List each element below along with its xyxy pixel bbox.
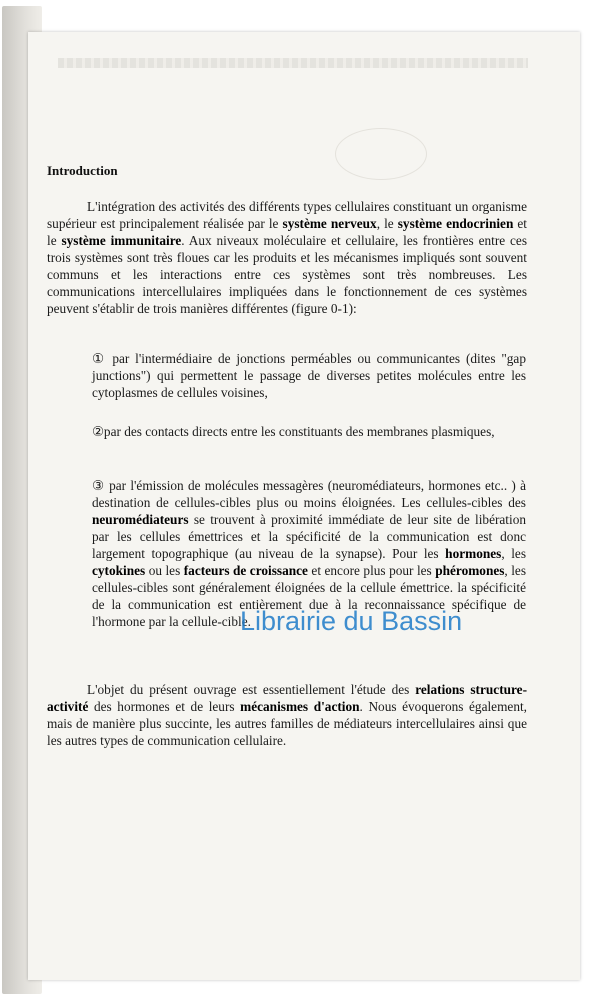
closing-paragraph — [47, 681, 527, 749]
text-run: L'objet du présent ouvrage est essentiellement l'étude des — [87, 682, 416, 697]
bold-term: neuromédiateurs — [92, 512, 189, 527]
text-run: et le — [47, 216, 527, 248]
text-run: ou les — [145, 563, 184, 578]
bold-term: hormones — [445, 546, 502, 561]
bold-term: relations structure-activité — [47, 682, 528, 714]
text-run: ③ par l'émission de molécules messagères (neuromédiateurs, hormones etc.. ) à destination de cellules-cibles plus ou moins éloignées. Les cellules-cibles des — [92, 478, 526, 510]
text-run: , le — [376, 216, 398, 231]
text-run: ① par l'intermédiaire de jonctions perméables ou communicantes (dites "gap junctions") qui permettent le passage de diverses petites molécules entre les cytoplasmes de cellules voisines, — [92, 351, 526, 400]
bleed-through-figure — [335, 128, 427, 180]
bold-term: système nerveux — [282, 216, 377, 231]
text-run: ②par des contacts directs entre les constituants des membranes plasmiques, — [92, 424, 495, 439]
text-run: , les cellules-cibles sont généralement éloignées de la cellule émettrice. la spécificité de la communication est entièrement due à la reconnaissance spécifique de l'hormone par la cellule-cible. — [92, 563, 527, 629]
text-run: L'intégration des activités des différents types cellulaires constituant un organisme supérieur est principalement réalisée par le — [47, 199, 527, 231]
text-run: . Nous évoquerons également, mais de manière plus succinte, les autres familles de médiateurs intercellulaires ainsi que les autres types de communication cellulaire. — [47, 699, 527, 748]
bold-term: système endocrinien — [397, 216, 514, 231]
list-item-2 — [92, 423, 526, 440]
text-run: . Aux niveaux moléculaire et cellulaire, les frontières entre ces trois systèmes sont très floues car les produits et les mécanismes impliqués sont souvent communs et les interactions entre ces systèmes sont très nombreuses. Les communications intercellulaires impliquées dans le fonctionnement de ces systèmes peuvent s'établir de trois manières différentes (figure 0-1): — [47, 233, 527, 316]
bold-term: mécanismes d'action — [240, 699, 360, 714]
bold-term: cytokines — [92, 563, 146, 578]
bleed-through-header — [58, 58, 528, 68]
bold-term: facteurs de croissance — [183, 563, 308, 578]
bold-term: système immunitaire — [61, 233, 182, 248]
text-run: et encore plus pour les — [307, 563, 436, 578]
watermark-text: Librairie du Bassin — [240, 606, 463, 636]
text-run: , les — [501, 546, 526, 561]
section-title: Introduction — [47, 163, 118, 178]
list-item-1 — [92, 350, 526, 401]
intro-paragraph — [47, 198, 527, 317]
text-run: des hormones et de leurs — [88, 699, 241, 714]
bold-term: phéromones — [435, 563, 505, 578]
text-run: se trouvent à proximité immédiate de leur site de libération par les cellules émettrices et la spécificité de la communication est donc largement topographique (au niveau de la synapse). Pour les — [92, 512, 526, 561]
